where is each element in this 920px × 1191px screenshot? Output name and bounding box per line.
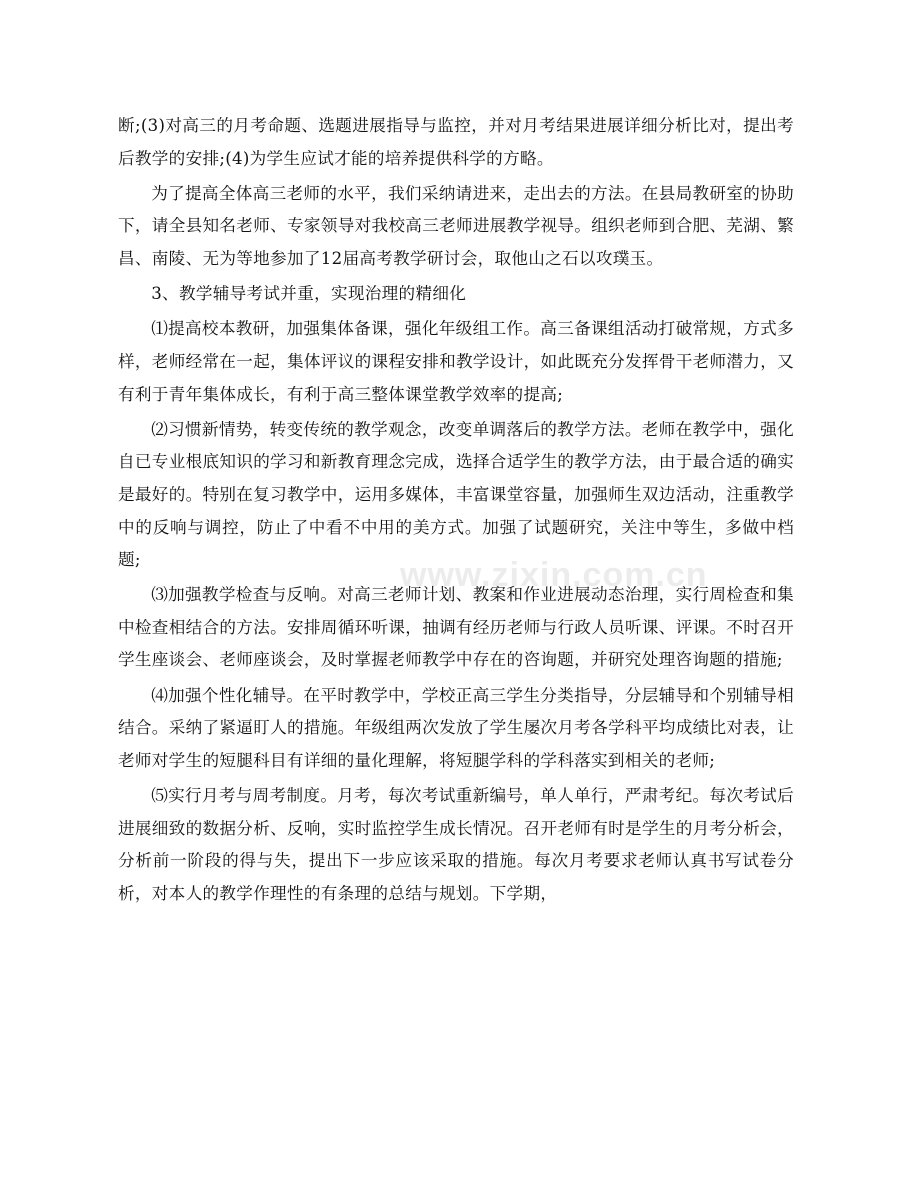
paragraph-item-4: ⑷加强个性化辅导。在平时教学中，学校正高三学生分类指导，分层辅导和个别辅导相结合。采纳了紧逼盯人的措施。年级组两次发放了学生屡次月考各学科平均成绩比对表，让老师对学生的短腿科目有详细的量化理解，将短腿学科的学科落实到相关的老师; [118,685,794,770]
section-heading: 3、教学辅导考试并重，实现治理的精细化 [151,284,467,304]
paragraph-item-3: ⑶加强教学检查与反响。对高三老师计划、教案和作业进展动态治理，实行周检查和集中检查相结合的方法。安排周循环听课，抽调有经历老师与行政人员听课、评课。不时召开学生座谈会、老师座谈会，及时掌握老师教学中存在的咨询题，并研究处理咨询题的措施; [118,585,794,670]
paragraph-continuation: 断;(3)对高三的月考命题、选题进展指导与监控，并对月考结果进展详细分析比对，提出考后教学的安排;(4)为学生应试才能的培养提供科学的方略。 [118,116,794,168]
paragraph-item-1: ⑴提高校本教研，加强集体备课，强化年级组工作。高三备课组活动打破常规，方式多样，老师经常在一起，集体评议的课程安排和教学设计，如此既充分发挥骨干老师潜力，又有利于青年集体成长，有利于高三整体课堂教学效率的提高; [118,319,794,404]
paragraph-item-2: ⑵习惯新情势，转变传统的教学观念，改变单调落后的教学方法。老师在教学中，强化自已专业根底知识的学习和新教育理念完成，选择合适学生的教学方法，由于最合适的确实是最好的。特别在复习教学中，运用多媒体，丰富课堂容量，加强师生双边活动，注重教学中的反响与调控，防止了中看不中用的美方式。加强了试题研究，关注中等生，多做中档题; [118,419,794,570]
paragraph-item-5: ⑸实行月考与周考制度。月考，每次考试重新编号，单人单行，严肃考纪。每次考试后进展细致的数据分析、反响，实时监控学生成长情况。召开老师有时是学生的月考分析会，分析前一阶段的得与失，提出下一步应该采取的措施。每次月考要求老师认真书写试卷分析，对本人的教学作理性的有条理的总结与规划。下学期， [118,786,794,903]
document-body [118,110,794,913]
watermark: www.zixin.com.cn [400,556,708,594]
paragraph-training: 为了提高全体高三老师的水平，我们采纳请进来，走出去的方法。在县局教研室的协助下，请全县知名老师、专家领导对我校高三老师进展教学视导。组织老师到合肥、芜湖、繁昌、南陵、无为等地参加了12届高考教学研讨会，取他山之石以攻璞玉。 [118,183,794,268]
